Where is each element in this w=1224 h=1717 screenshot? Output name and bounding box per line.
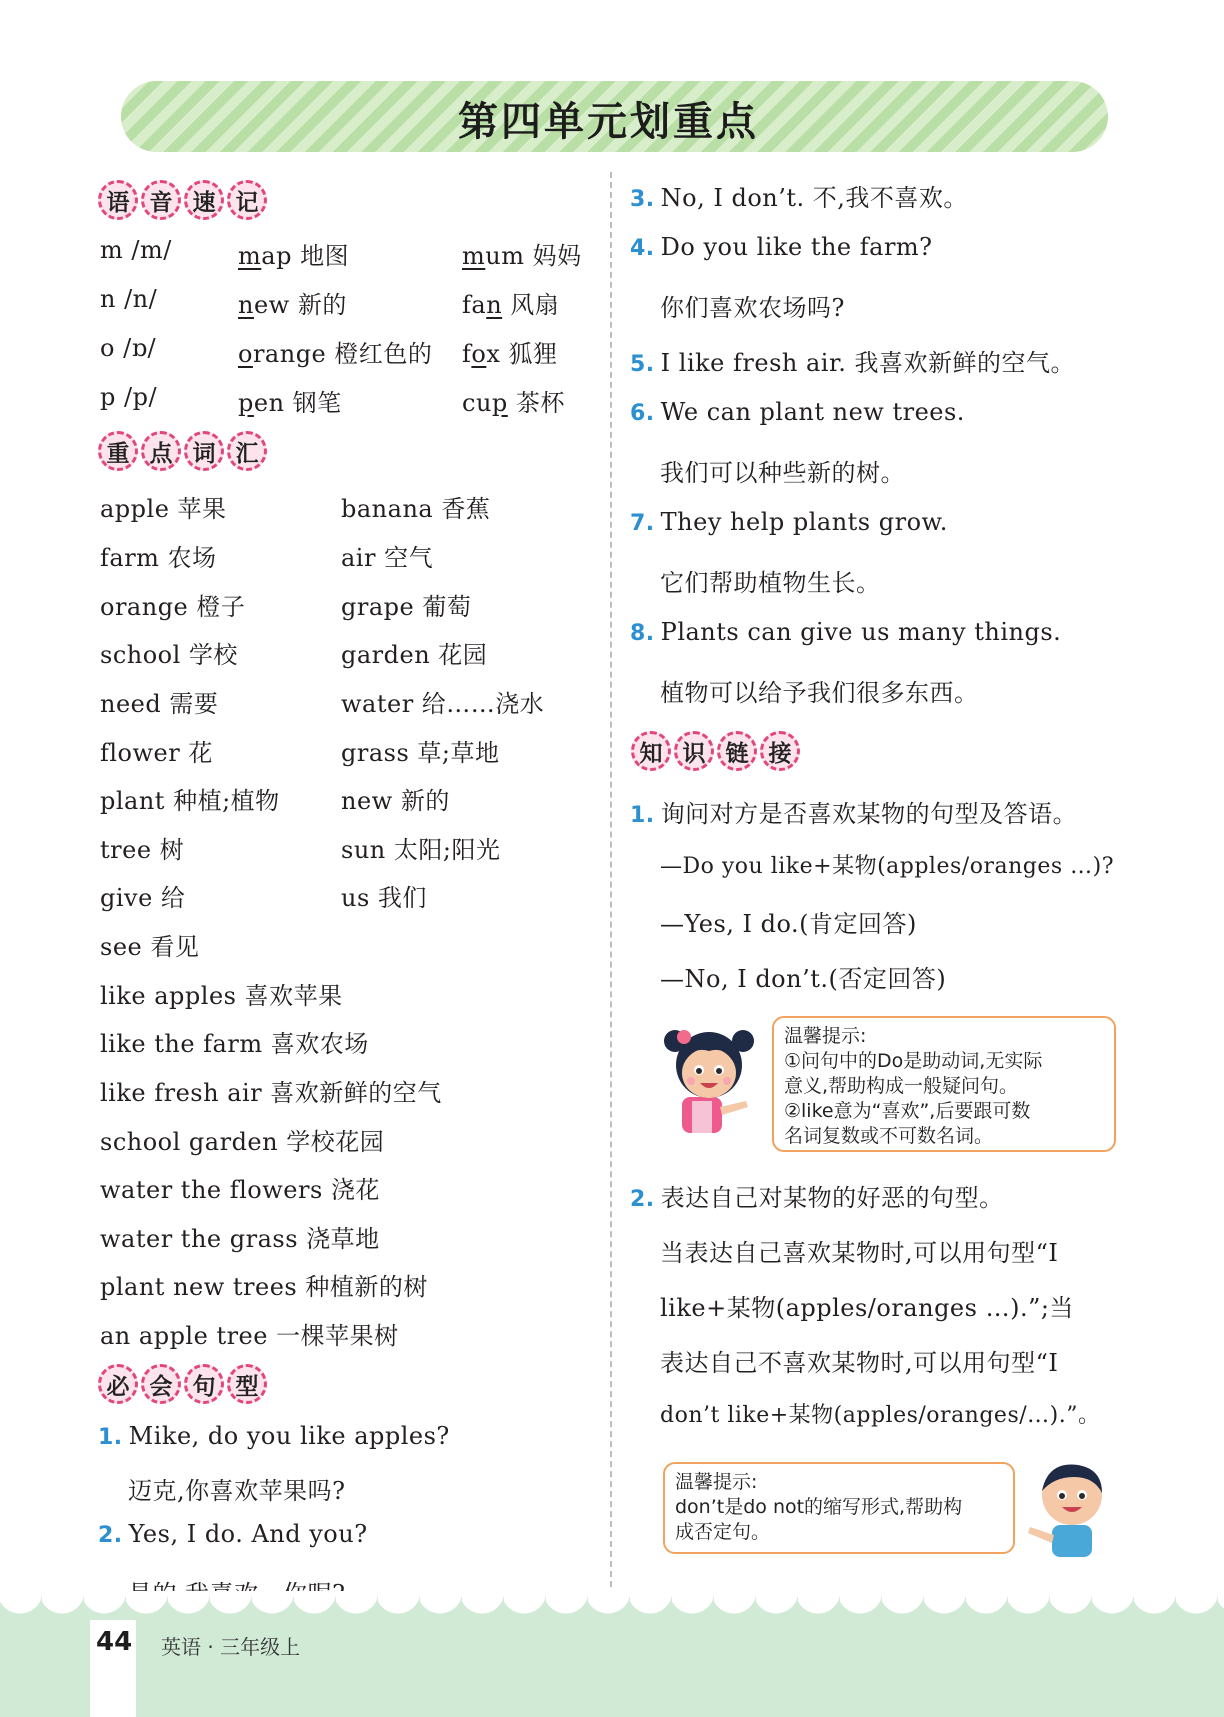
vocab-phrase: see 看见 xyxy=(100,933,200,961)
tip-title: 温馨提示: xyxy=(784,1025,867,1047)
tip-line: ②like意为“喜欢”,后要跟可数 xyxy=(784,1100,1031,1122)
page-number: 44 xyxy=(96,1627,133,1657)
vocab-word: new 新的 xyxy=(341,787,450,815)
unit-banner xyxy=(121,81,1108,152)
book-name: 英语 · 三年级上 xyxy=(161,1635,301,1659)
phonics-section-title xyxy=(98,178,267,222)
phonics-word: map 地图 xyxy=(238,242,350,270)
tip-line: don’t是do not的缩写形式,帮助构 xyxy=(675,1496,963,1518)
footer-wave xyxy=(0,1591,1224,1621)
vocab-phrase: water the flowers 浇花 xyxy=(100,1176,380,1204)
title-char: 句 xyxy=(184,1364,224,1404)
vocab-word: orange 橙子 xyxy=(100,593,246,621)
vocab-word: air 空气 xyxy=(341,544,434,572)
girl-illustration-icon xyxy=(662,1015,770,1137)
title-char: 知 xyxy=(631,731,671,771)
knowledge-heading: 1. 询问对方是否喜欢某物的句型及答语。 xyxy=(630,800,1078,828)
vocab-word: sun 太阳;阳光 xyxy=(341,836,501,864)
sentence-section-title xyxy=(98,1362,267,1406)
title-char: 会 xyxy=(141,1364,181,1404)
title-char: 接 xyxy=(760,731,800,771)
sentence-item: 4. Do you like the farm? xyxy=(630,233,933,261)
knowledge-line: —Yes, I do.(肯定回答) xyxy=(660,910,917,938)
sentence-item: 1. Mike, do you like apples? xyxy=(98,1422,450,1450)
vocab-word: farm 农场 xyxy=(100,544,217,572)
vocab-phrase: school garden 学校花园 xyxy=(100,1128,385,1156)
sentence-item: 5. I like fresh air. 我喜欢新鲜的空气。 xyxy=(630,349,1076,377)
vocab-phrase: an apple tree 一棵苹果树 xyxy=(100,1322,399,1350)
title-char: 词 xyxy=(184,431,224,471)
vocab-word: garden 花园 xyxy=(341,641,488,669)
vocab-word: apple 苹果 xyxy=(100,495,227,523)
tip-line: 意义,帮助构成一般疑问句。 xyxy=(784,1075,1019,1097)
sentence-translation: 我们可以种些新的树。 xyxy=(660,459,905,487)
vocab-section-title xyxy=(98,429,267,473)
phonics-sound: o /ɒ/ xyxy=(100,334,157,362)
tip-line: 成否定句。 xyxy=(675,1521,771,1543)
title-char: 记 xyxy=(227,180,267,220)
vocab-phrase: like fresh air 喜欢新鲜的空气 xyxy=(100,1079,442,1107)
vocab-word: grape 葡萄 xyxy=(341,593,472,621)
title-char: 重 xyxy=(98,431,138,471)
vocab-phrase: like apples 喜欢苹果 xyxy=(100,982,343,1010)
vocab-word: flower 花 xyxy=(100,739,213,767)
phonics-word: fox 狐狸 xyxy=(462,340,558,368)
knowledge-line: like+某物(apples/oranges …).”;当 xyxy=(660,1294,1074,1322)
knowledge-section-title xyxy=(631,729,800,773)
knowledge-line: 表达自己不喜欢某物时,可以用句型“I xyxy=(660,1349,1059,1377)
boy-illustration-icon xyxy=(1018,1455,1122,1559)
vocab-word: banana 香蕉 xyxy=(341,495,491,523)
knowledge-line: —Do you like+某物(apples/oranges …)? xyxy=(660,854,1115,879)
sentence-translation: 迈克,你喜欢苹果吗? xyxy=(128,1477,346,1505)
tip-line: ①问句中的Do是助动词,无实际 xyxy=(784,1050,1043,1072)
phonics-sound: p /p/ xyxy=(100,383,158,411)
vocab-word: give 给 xyxy=(100,884,186,912)
title-char: 速 xyxy=(184,180,224,220)
phonics-word: orange 橙红色的 xyxy=(238,340,433,368)
sentence-translation: 植物可以给予我们很多东西。 xyxy=(660,679,979,707)
vocab-phrase: plant new trees 种植新的树 xyxy=(100,1273,428,1301)
phonics-word: pen 钢笔 xyxy=(238,389,342,417)
title-char: 语 xyxy=(98,180,138,220)
title-char: 型 xyxy=(227,1364,267,1404)
title-char: 链 xyxy=(717,731,757,771)
phonics-sound: m /m/ xyxy=(100,236,172,264)
phonics-word: new 新的 xyxy=(238,291,347,319)
sentence-item: 3. No, I don’t. 不,我不喜欢。 xyxy=(630,184,968,212)
title-char: 必 xyxy=(98,1364,138,1404)
vocab-phrase: water the grass 浇草地 xyxy=(100,1225,380,1253)
sentence-item: 2. Yes, I do. And you? xyxy=(98,1520,368,1548)
sentence-translation: 你们喜欢农场吗? xyxy=(660,294,845,322)
footer-band xyxy=(0,1605,1224,1717)
knowledge-line: —No, I don’t.(否定回答) xyxy=(660,965,947,993)
title-char: 音 xyxy=(141,180,181,220)
tip-line: 名词复数或不可数名词。 xyxy=(784,1125,994,1147)
phonics-word: mum 妈妈 xyxy=(462,242,582,270)
vocab-word: water 给……浇水 xyxy=(341,690,545,718)
vocab-word: us 我们 xyxy=(341,884,427,912)
sentence-item: 6. We can plant new trees. xyxy=(630,398,965,426)
vocab-word: need 需要 xyxy=(100,690,219,718)
knowledge-line: don’t like+某物(apples/oranges/…).”。 xyxy=(660,1403,1101,1428)
column-divider xyxy=(610,172,612,1607)
vocab-word: school 学校 xyxy=(100,641,238,669)
title-char: 识 xyxy=(674,731,714,771)
vocab-word: tree 树 xyxy=(100,836,185,864)
phonics-word: fan 风扇 xyxy=(462,291,560,319)
knowledge-heading: 2. 表达自己对某物的好恶的句型。 xyxy=(630,1184,1004,1212)
sentence-item: 7. They help plants grow. xyxy=(630,508,948,536)
tip-title: 温馨提示: xyxy=(675,1471,758,1493)
vocab-word: plant 种植;植物 xyxy=(100,787,280,815)
page-title: 第四单元划重点 xyxy=(458,98,759,145)
sentence-translation: 它们帮助植物生长。 xyxy=(660,569,881,597)
vocab-phrase: like the farm 喜欢农场 xyxy=(100,1030,369,1058)
tip-box-2 xyxy=(663,1462,1015,1554)
knowledge-line: 当表达自己喜欢某物时,可以用句型“I xyxy=(660,1239,1059,1267)
phonics-word: cup 茶杯 xyxy=(462,389,565,417)
tip-box-1 xyxy=(772,1016,1116,1152)
phonics-sound: n /n/ xyxy=(100,285,158,313)
vocab-word: grass 草;草地 xyxy=(341,739,500,767)
sentence-item: 8. Plants can give us many things. xyxy=(630,618,1062,646)
title-char: 汇 xyxy=(227,431,267,471)
title-char: 点 xyxy=(141,431,181,471)
